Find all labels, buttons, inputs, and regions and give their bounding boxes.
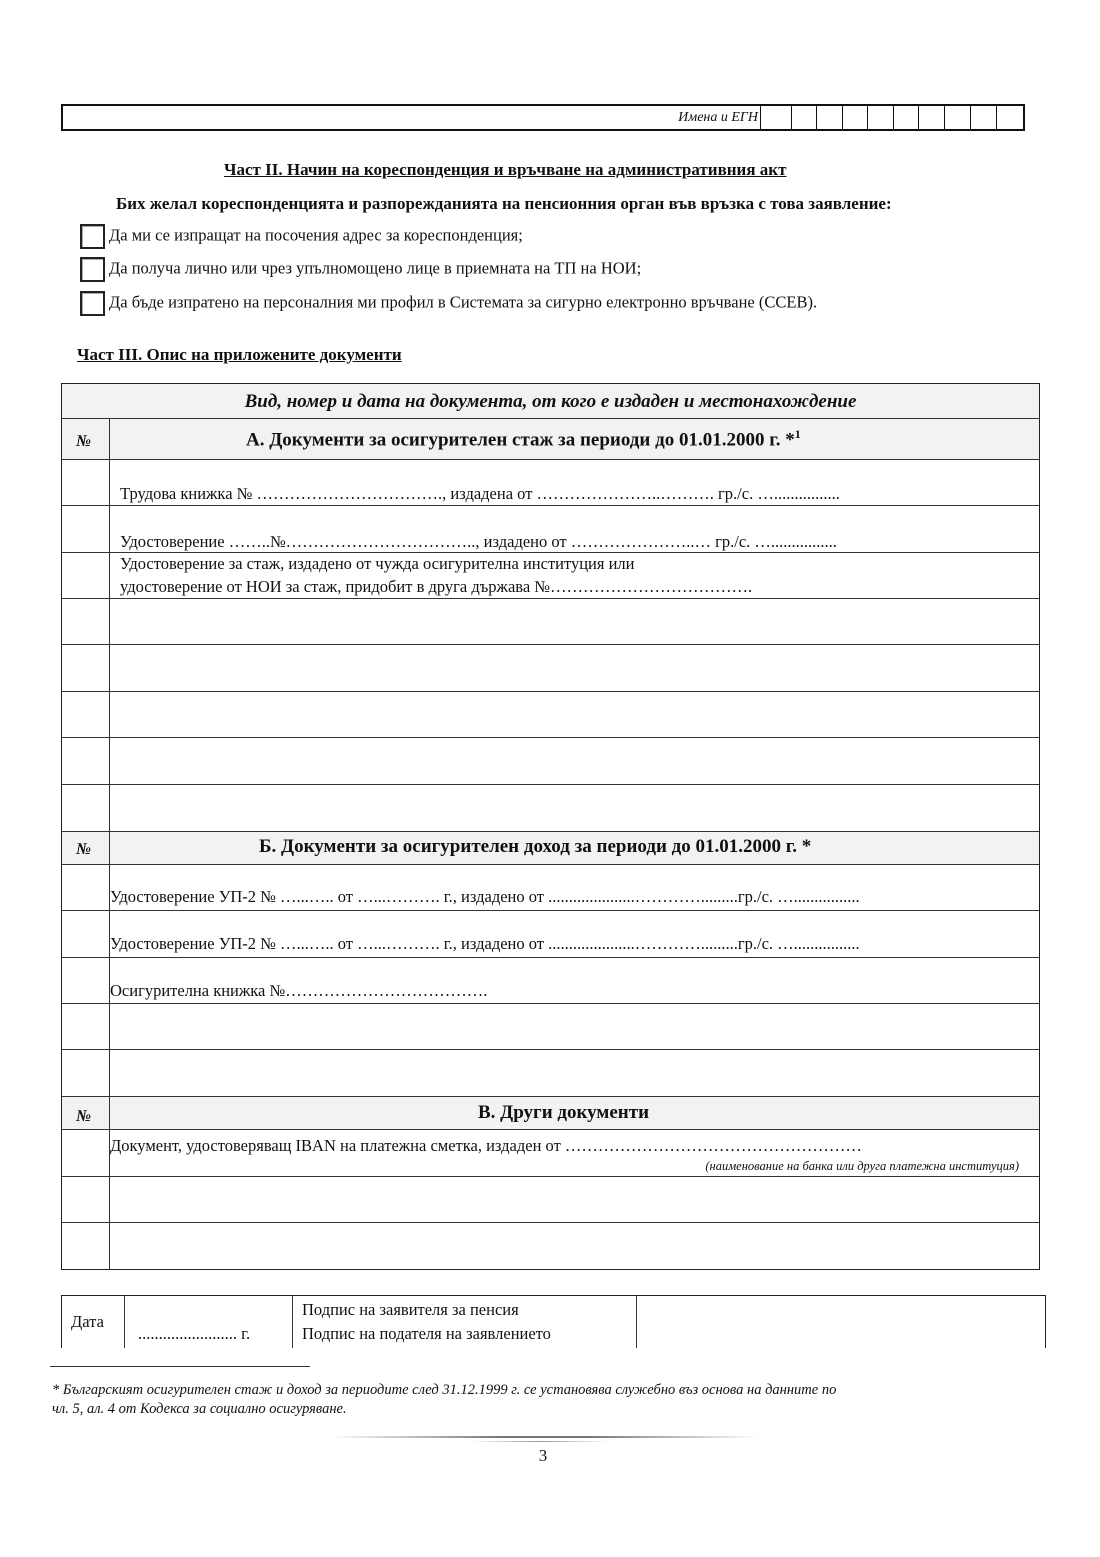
list-item[interactable]: Удостоверение за стаж, издадено от чужда осигурителна институция или [120,554,635,573]
list-item[interactable]: Удостоверение ……..№…………………………….., издадено от …………………..… гр./с. …................ [120,532,837,551]
option-in-person[interactable] [80,257,641,282]
documents-table [61,383,1040,1270]
part2-title: Част II. Начин на кореспонденция и връчване на административния акт [224,160,787,179]
names-egn-strip [61,104,1025,131]
num-header: № [76,431,92,450]
checkbox[interactable] [80,224,105,249]
egn-cell[interactable] [816,106,817,129]
footer-rule [330,1436,760,1438]
section-b-title: Б. Документи за осигурителен доход за периоди до 01.01.2000 г. * [259,836,812,857]
date-field[interactable]: ........................ г. [138,1324,251,1343]
date-label: Дата [71,1312,104,1331]
list-item[interactable]: Осигурителна книжка №………………………………. [110,981,488,1000]
option-ssev[interactable] [80,291,817,316]
section-c-title: В. Други документи [478,1102,650,1123]
list-item[interactable]: Удостоверение УП-2 № …...….. от …...………. г., издадено от .....................………….........гр./с. …................ [110,934,860,953]
num-header: № [76,839,92,858]
sign-label-applicant: Подпис на заявителя за пенсия [302,1300,519,1319]
sign-label-submitter: Подпис на подателя на заявлението [302,1324,551,1343]
option-label: Да бъде изпратено на персоналния ми профил в Системата за сигурно електронно връчване (ССЕВ). [109,292,818,312]
page-number: 3 [538,1446,548,1465]
option-label: Да получа лично или чрез упълномощено лице в приемната на ТП на НОИ; [109,258,642,278]
egn-cell[interactable] [842,106,843,129]
num-header: № [76,1106,92,1125]
egn-cell[interactable] [918,106,919,129]
list-item[interactable]: Документ, удостоверяващ IBAN на платежна сметка, издаден от ……………………………………………… [110,1136,862,1155]
option-address[interactable] [80,224,523,249]
signature-table [61,1295,1046,1348]
egn-cell[interactable] [970,106,971,129]
section-a-title: А. Документи за осигурителен стаж за периоди до 01.01.2000 г. *$^1$ [246,427,801,451]
table-header: Вид, номер и дата на документа, от кого е издаден и местонахождение [244,391,857,412]
option-label: Да ми се изпращат на посочения адрес за кореспонденция; [109,225,523,245]
egn-cell[interactable] [996,106,997,129]
signature-field[interactable] [637,1296,1045,1348]
iban-note: (наименование на банка или друга платежна институция) [705,1159,1019,1173]
names-egn-label: Имена и ЕГН [678,110,758,125]
egn-cell[interactable] [893,106,894,129]
footnote-line-2: чл. 5, ал. 4 от Кодекса за социално осигуряване. [52,1401,347,1417]
part2-lead: Бих желал кореспонденцията и разпорежданията на пенсионния орган във връзка с това заявление: [116,194,892,213]
list-item[interactable]: Трудова книжка № ……………………………., издадена от …………………..………. гр./с. …................ [120,484,840,503]
footnote-line-1: * Българският осигурителен стаж и доход за периодите след 31.12.1999 г. се установява служебно въз основа на данните по [52,1382,837,1398]
checkbox[interactable] [80,291,105,316]
part3-title: Част III. Опис на приложените документи [77,345,402,364]
footnote-divider [50,1366,310,1367]
list-item[interactable]: удостоверение от НОИ за стаж, придобит в друга държава №………………………………. [120,577,753,596]
egn-cell[interactable] [867,106,868,129]
egn-cell[interactable] [944,106,945,129]
checkbox[interactable] [80,257,105,282]
egn-cell[interactable] [791,106,792,129]
list-item[interactable]: Удостоверение УП-2 № …...….. от …...………. г., издадено от .....................………….........гр./с. …................ [110,887,860,906]
